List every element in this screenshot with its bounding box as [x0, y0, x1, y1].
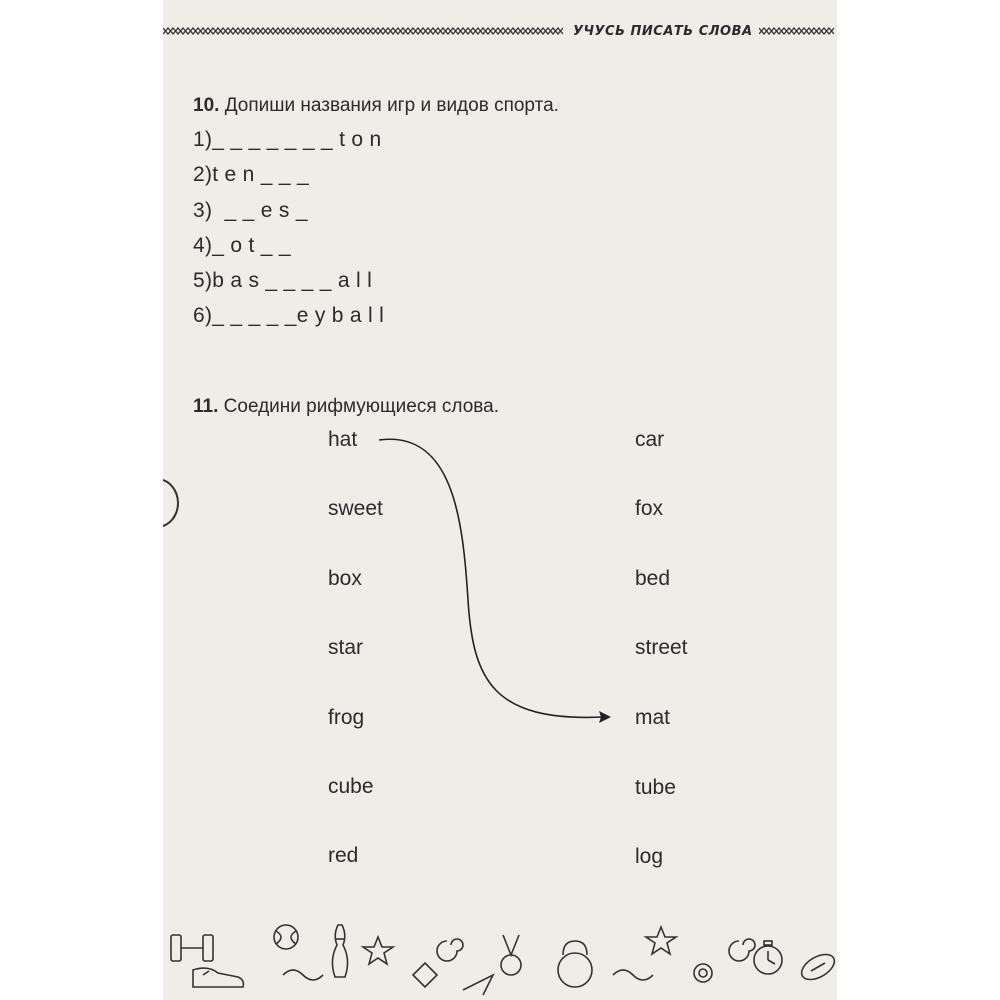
example-connecting-arrow	[163, 0, 837, 1000]
right-word-2: fox	[635, 497, 664, 520]
left-word-1: hat	[328, 428, 358, 451]
fill-in-row-3: 3) _ _ e s _	[193, 199, 308, 222]
task-11-instruction: Соедини рифмующиеся слова.	[223, 396, 499, 417]
bowling-pin-icon	[332, 925, 347, 977]
fill-in-row-1: 1)_ _ _ _ _ _ _ t o n	[193, 128, 382, 151]
left-word-7: red	[328, 844, 359, 867]
left-word-4: star	[328, 636, 364, 659]
left-word-5: frog	[328, 706, 365, 729]
right-word-1: car	[635, 428, 665, 451]
kettlebell-icon	[558, 941, 592, 987]
footer-sports-doodle-border	[163, 915, 837, 1000]
right-word-5: mat	[635, 706, 671, 729]
fill-in-row-2: 2)t e n _ _ _	[193, 163, 309, 186]
section-title: УЧУСЬ ПИСАТЬ СЛОВА	[573, 24, 753, 39]
task-10-instruction: Допиши названия игр и видов спорта.	[224, 95, 559, 116]
fill-in-row-4: 4)_ o t _ _	[193, 234, 291, 257]
stopwatch-icon	[754, 941, 782, 974]
right-word-6: tube	[635, 776, 676, 799]
football-icon	[797, 949, 837, 984]
right-word-4: street	[635, 636, 688, 659]
right-word-7: log	[635, 845, 664, 868]
star-icon	[363, 937, 393, 964]
left-word-6: cube	[328, 775, 374, 798]
fill-in-row-6: 6)_ _ _ _ _e y b a l l	[193, 304, 385, 327]
spiral-icon	[437, 939, 463, 961]
star-icon	[646, 927, 676, 954]
medal-icon	[501, 935, 521, 975]
spiral-icon	[729, 939, 755, 961]
sneaker-icon	[193, 968, 243, 987]
task-11-number: 11.	[193, 396, 219, 417]
left-word-2: sweet	[328, 497, 383, 520]
workbook-page	[163, 0, 837, 1000]
right-word-3: bed	[635, 567, 671, 590]
task-10-number: 10.	[193, 95, 220, 116]
tennis-ball-icon	[274, 925, 298, 949]
fill-in-row-5: 5)b a s _ _ _ _ a l l	[193, 269, 373, 292]
dumbbell-icon	[171, 935, 213, 961]
left-word-3: box	[328, 567, 362, 590]
